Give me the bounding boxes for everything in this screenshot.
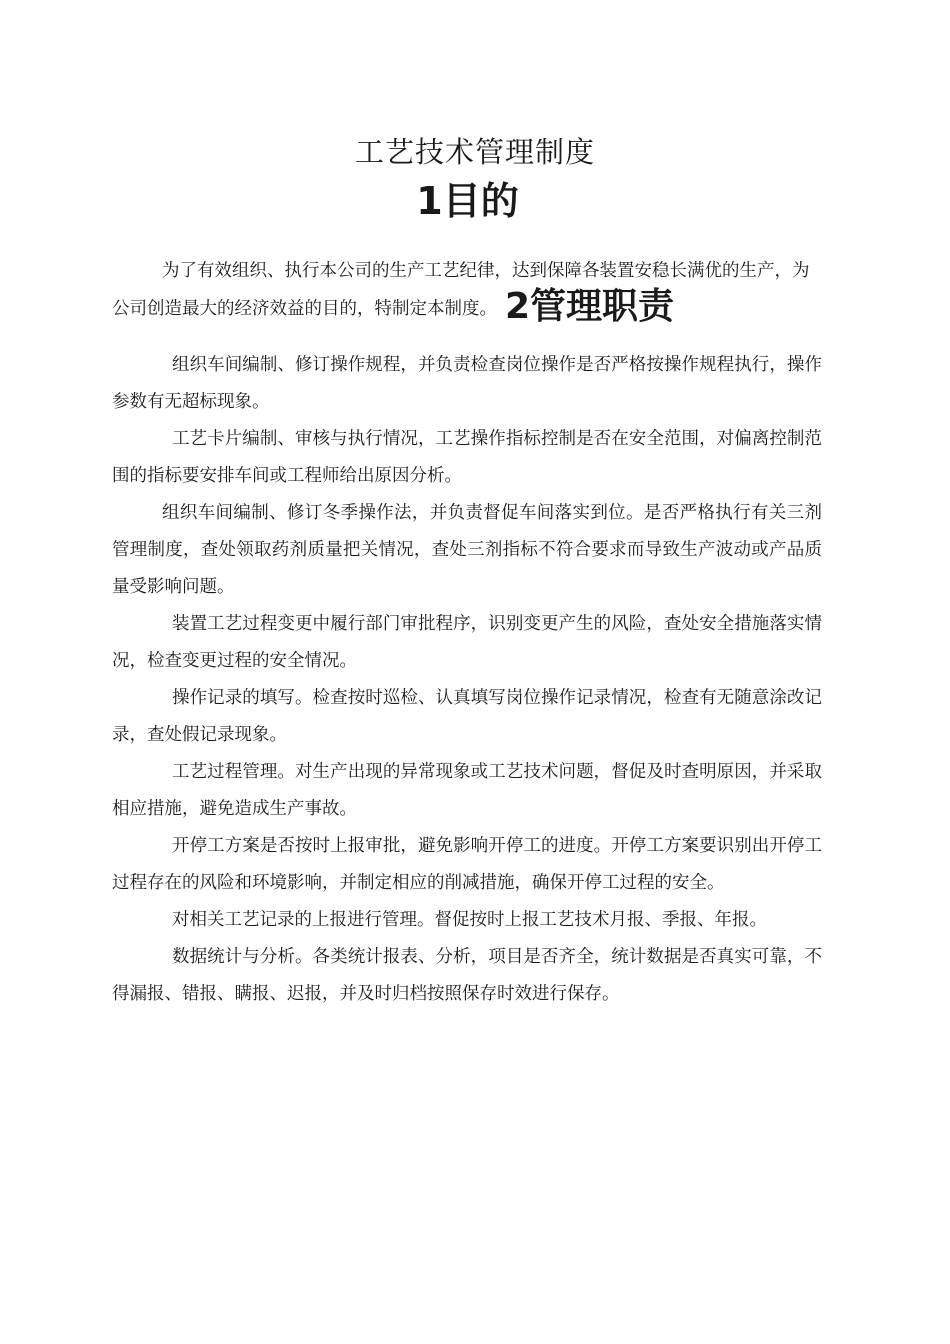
duty-paragraph: 组织车间编制、修订操作规程，并负责检查岗位操作是否严格按操作规程执行，操作参数有无超标现象。 — [112, 355, 822, 412]
duty-paragraph: 操作记录的填写。检查按时巡检、认真填写岗位操作记录情况，检查有无随意涂改记录，查处假记录现象。 — [112, 688, 822, 745]
duty-paragraph: 组织车间编制、修订冬季操作法，并负责督促车间落实到位。是否严格执行有关三剂管理制度，查处领取药剂质量把关情况，查处三剂指标不符合要求而导致生产波动或产品质量受影响问题。 — [112, 503, 822, 597]
duty-paragraph: 开停工方案是否按时上报审批，避免影响开停工的进度。开停工方案要识别出开停工过程存在的风险和环境影响，并制定相应的削减措施，确保开停工过程的安全。 — [112, 836, 822, 893]
duties-list — [112, 347, 822, 1013]
duty-paragraph: 对相关工艺记录的上报进行管理。督促按时上报工艺技术月报、季报、年报。 — [172, 910, 767, 930]
section-heading-responsibilities: 2管理职责 — [505, 286, 675, 327]
intro-text: 为了有效组织、执行本公司的生产工艺纪律，达到保障各装置安稳长满优的生产，为公司创造最大的经济效益的目的，特制定本制度。 — [112, 261, 810, 319]
section-heading-purpose: 1目的 — [416, 179, 519, 223]
duty-paragraph: 数据统计与分析。各类统计报表、分析，项目是否齐全，统计数据是否真实可靠，不得漏报、错报、瞒报、迟报，并及时归档按照保存时效进行保存。 — [112, 947, 822, 1004]
duty-paragraph: 工艺过程管理。对生产出现的异常现象或工艺技术问题，督促及时查明原因，并采取相应措施，避免造成生产事故。 — [112, 762, 822, 819]
intro-paragraph — [112, 254, 822, 327]
document-title: 工艺技术管理制度 — [354, 135, 595, 169]
duty-paragraph: 工艺卡片编制、审核与执行情况，工艺操作指标控制是否在安全范围，对偏离控制范围的指标要安排车间或工程师给出原因分析。 — [112, 429, 822, 486]
duty-paragraph: 装置工艺过程变更中履行部门审批程序，识别变更产生的风险，查处安全措施落实情况，检查变更过程的安全情况。 — [112, 614, 822, 671]
